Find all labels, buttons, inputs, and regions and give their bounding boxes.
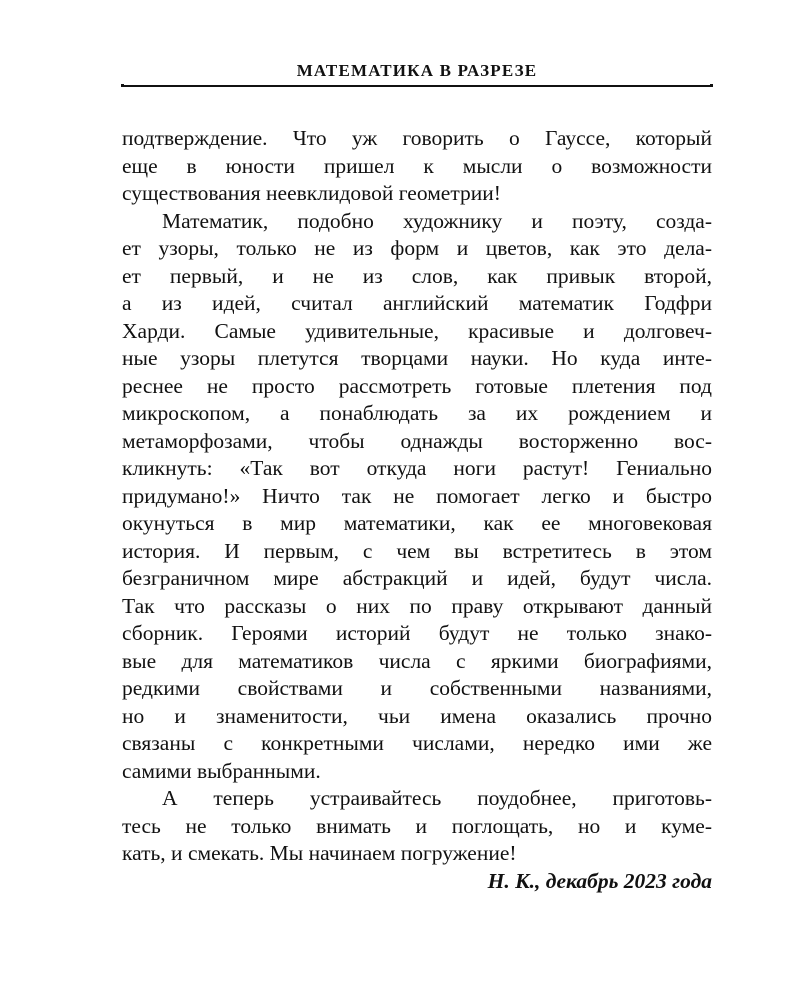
header-rule <box>122 84 712 87</box>
body-text <box>122 125 712 868</box>
text-line: история. И первым, с чем вы встретитесь в этом <box>122 538 712 563</box>
text-line: ет первый, и не из слов, как привык второй, <box>122 263 712 288</box>
text-line: вые для математиков числа с яркими биографиями, <box>122 648 712 673</box>
text-line: тесь не только внимать и поглощать, но и куме- <box>122 813 712 838</box>
text-line: Математик, подобно художнику и поэту, созда- <box>162 208 712 233</box>
text-line: еще в юности пришел к мысли о возможности <box>122 153 712 178</box>
text-line: самими выбранными. <box>122 758 321 783</box>
book-page <box>122 58 712 895</box>
text-line: но и знаменитости, чьи имена оказались прочно <box>122 703 712 728</box>
text-line: подтверждение. Что уж говорить о Гауссе, который <box>122 126 712 150</box>
text-line: а из идей, считал английский математик Годфри <box>122 291 712 315</box>
text-line: Так что рассказы о них по праву открывают данный <box>122 593 712 618</box>
text-line: реснее не просто рассмотреть готовые плетения под <box>122 373 712 398</box>
text-line: Харди. Самые удивительные, красивые и долговеч- <box>122 318 712 343</box>
text-line: ные узоры плетутся творцами науки. Но куда инте- <box>122 346 712 370</box>
text-line: связаны с конкретными числами, нередко ими же <box>122 731 712 755</box>
text-line: кликнуть: «Так вот откуда ноги растут! Гениально <box>122 456 712 480</box>
author-signature: Н. К., декабрь 2023 года <box>487 868 712 893</box>
text-line: существования неевклидовой геометрии! <box>122 181 501 205</box>
text-line: микроскопом, а понаблюдать за их рождением и <box>122 401 712 425</box>
header-rule-line <box>122 85 712 87</box>
text-line: метаморфозами, чтобы однажды восторженно вос- <box>122 428 712 453</box>
header-rule-end-right <box>710 84 713 87</box>
text-line: сборник. Героями историй будут не только знако- <box>122 621 712 645</box>
text-line: безграничном мире абстракций и идей, будут числа. <box>122 566 712 590</box>
text-line: кать, и смекать. Мы начинаем погружение! <box>122 841 517 865</box>
header-rule-end-left <box>121 84 124 87</box>
running-header: МАТЕМАТИКА В РАЗРЕЗЕ <box>296 61 538 80</box>
text-line: окунуться в мир математики, как ее многовековая <box>122 511 712 535</box>
text-line: ет узоры, только не из форм и цветов, как это дела- <box>122 236 712 260</box>
text-line: редкими свойствами и собственными названиями, <box>122 676 712 700</box>
text-line: А теперь устраивайтесь поудобнее, приготовь- <box>162 786 712 810</box>
text-line: придумано!» Ничто так не помогает легко и быстро <box>122 483 712 508</box>
